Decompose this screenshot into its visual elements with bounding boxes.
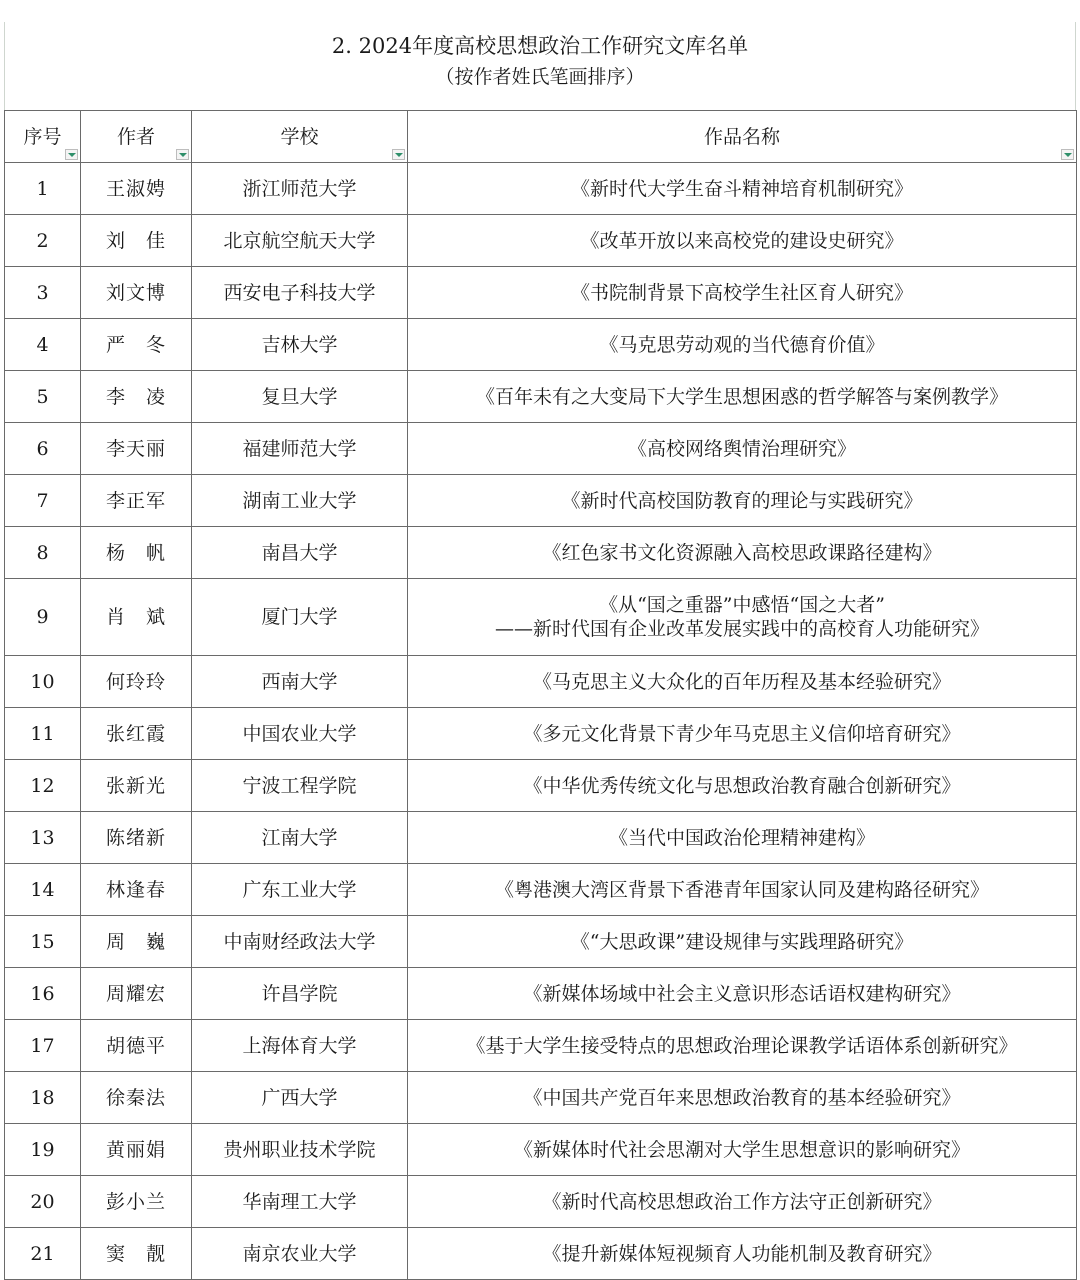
work-title-line: 《马克思劳动观的当代德育价值》	[599, 333, 885, 356]
cell-school: 广西大学	[192, 1072, 408, 1124]
cell-school: 复旦大学	[192, 371, 408, 423]
table-row	[5, 579, 1077, 656]
work-title-line: ——新时代国有企业改革发展实践中的高校育人功能研究》	[494, 618, 989, 640]
list-table	[4, 110, 1077, 1280]
work-title-line: 《基于大学生接受特点的思想政治理论课教学话语体系创新研究》	[466, 1034, 1018, 1057]
cell-author: 何玲玲	[81, 656, 192, 708]
table-row	[5, 656, 1077, 708]
cell-no: 5	[5, 371, 81, 423]
cell-school: 江南大学	[192, 812, 408, 864]
header-author-label: 作者	[116, 125, 155, 148]
header-school-label: 学校	[280, 125, 319, 148]
table-header-row	[5, 111, 1077, 163]
cell-author: 刘文博	[81, 267, 192, 319]
cell-author: 徐秦法	[81, 1072, 192, 1124]
cell-no: 20	[5, 1176, 81, 1228]
table-row	[5, 1176, 1077, 1228]
cell-work	[408, 163, 1077, 215]
cell-school: 浙江师范大学	[192, 163, 408, 215]
filter-dropdown-icon[interactable]	[176, 149, 189, 160]
cell-no: 4	[5, 319, 81, 371]
cell-school: 西安电子科技大学	[192, 267, 408, 319]
cell-no: 12	[5, 760, 81, 812]
cell-school: 中国农业大学	[192, 708, 408, 760]
work-title-line: 《百年未有之大变局下大学生思想困惑的哲学解答与案例教学》	[475, 385, 1008, 408]
cell-work	[408, 319, 1077, 371]
work-title-line: 《马克思主义大众化的百年历程及基本经验研究》	[532, 670, 951, 693]
table-row	[5, 163, 1077, 215]
cell-author: 刘 佳	[81, 215, 192, 267]
cell-no: 21	[5, 1228, 81, 1280]
table-row	[5, 916, 1077, 968]
table-row	[5, 1072, 1077, 1124]
cell-no: 10	[5, 656, 81, 708]
cell-school: 南昌大学	[192, 527, 408, 579]
cell-work	[408, 1020, 1077, 1072]
header-work-label: 作品名称	[703, 125, 780, 148]
cell-author: 李正军	[81, 475, 192, 527]
cell-author: 林逢春	[81, 864, 192, 916]
table-row	[5, 1020, 1077, 1072]
work-title-line: 《从“国之重器”中感悟“国之大者”	[599, 594, 885, 616]
cell-author: 王淑娉	[81, 163, 192, 215]
cell-author: 李天丽	[81, 423, 192, 475]
cell-no: 14	[5, 864, 81, 916]
cell-no: 1	[5, 163, 81, 215]
cell-author: 黄丽娟	[81, 1124, 192, 1176]
filter-dropdown-icon[interactable]	[65, 149, 78, 160]
cell-school: 吉林大学	[192, 319, 408, 371]
cell-no: 19	[5, 1124, 81, 1176]
cell-work	[408, 579, 1077, 656]
work-title-line: 《新时代高校国防教育的理论与实践研究》	[561, 489, 923, 512]
cell-work	[408, 1176, 1077, 1228]
header-no	[5, 111, 81, 163]
work-title-line: 《红色家书文化资源融入高校思政课路径建构》	[542, 541, 942, 564]
work-title-line: 《中华优秀传统文化与思想政治教育融合创新研究》	[523, 774, 961, 797]
cell-school: 上海体育大学	[192, 1020, 408, 1072]
table-row	[5, 1228, 1077, 1280]
work-title-line: 《改革开放以来高校党的建设史研究》	[580, 229, 904, 252]
cell-school: 福建师范大学	[192, 423, 408, 475]
cell-school: 广东工业大学	[192, 864, 408, 916]
table-row	[5, 760, 1077, 812]
cell-no: 9	[5, 579, 81, 656]
cell-no: 8	[5, 527, 81, 579]
cell-no: 2	[5, 215, 81, 267]
cell-school: 宁波工程学院	[192, 760, 408, 812]
cell-school: 南京农业大学	[192, 1228, 408, 1280]
cell-work	[408, 708, 1077, 760]
cell-author: 张红霞	[81, 708, 192, 760]
cell-no: 16	[5, 968, 81, 1020]
header-no-label: 序号	[23, 125, 62, 148]
work-title-line: 《粤港澳大湾区背景下香港青年国家认同及建构路径研究》	[494, 878, 989, 901]
cell-work	[408, 1124, 1077, 1176]
cell-school: 北京航空航天大学	[192, 215, 408, 267]
header-school	[192, 111, 408, 163]
cell-school: 湖南工业大学	[192, 475, 408, 527]
cell-no: 15	[5, 916, 81, 968]
table-row	[5, 475, 1077, 527]
filter-dropdown-icon[interactable]	[1061, 149, 1074, 160]
table-row	[5, 812, 1077, 864]
cell-author: 肖 斌	[81, 579, 192, 656]
table-row	[5, 968, 1077, 1020]
work-title-line: 《中国共产党百年来思想政治教育的基本经验研究》	[523, 1086, 961, 1109]
cell-work	[408, 423, 1077, 475]
work-title-line: 《新媒体时代社会思潮对大学生思想意识的影响研究》	[513, 1138, 970, 1161]
cell-work	[408, 864, 1077, 916]
document-title-block	[4, 22, 1076, 110]
cell-author: 彭小兰	[81, 1176, 192, 1228]
work-title-line: 《多元文化背景下青少年马克思主义信仰培育研究》	[523, 722, 961, 745]
cell-no: 13	[5, 812, 81, 864]
cell-school: 中南财经政法大学	[192, 916, 408, 968]
table-row	[5, 708, 1077, 760]
cell-school: 许昌学院	[192, 968, 408, 1020]
document-title: 2. 2024年度高校思想政治工作研究文库名单	[331, 34, 749, 58]
cell-author: 李 凌	[81, 371, 192, 423]
cell-no: 17	[5, 1020, 81, 1072]
cell-no: 7	[5, 475, 81, 527]
cell-work	[408, 527, 1077, 579]
table-body	[5, 163, 1077, 1280]
table-row	[5, 423, 1077, 475]
cell-author: 胡德平	[81, 1020, 192, 1072]
cell-author: 窦 靓	[81, 1228, 192, 1280]
cell-work	[408, 371, 1077, 423]
work-title-line: 《新时代高校思想政治工作方法守正创新研究》	[542, 1190, 942, 1213]
cell-school: 贵州职业技术学院	[192, 1124, 408, 1176]
cell-author: 严 冬	[81, 319, 192, 371]
cell-school: 厦门大学	[192, 579, 408, 656]
work-title-line: 《书院制背景下高校学生社区育人研究》	[570, 281, 913, 304]
header-work	[408, 111, 1077, 163]
cell-author: 陈绪新	[81, 812, 192, 864]
cell-school: 华南理工大学	[192, 1176, 408, 1228]
cell-work	[408, 475, 1077, 527]
cell-no: 3	[5, 267, 81, 319]
cell-work	[408, 760, 1077, 812]
cell-no: 6	[5, 423, 81, 475]
cell-author: 周 巍	[81, 916, 192, 968]
cell-school: 西南大学	[192, 656, 408, 708]
cell-work	[408, 1072, 1077, 1124]
cell-work	[408, 1228, 1077, 1280]
table-row	[5, 527, 1077, 579]
table-row	[5, 864, 1077, 916]
cell-author: 张新光	[81, 760, 192, 812]
cell-author: 杨 帆	[81, 527, 192, 579]
table-row	[5, 371, 1077, 423]
cell-work	[408, 968, 1077, 1020]
cell-work	[408, 215, 1077, 267]
table-row	[5, 1124, 1077, 1176]
document-subtitle: （按作者姓氏笔画排序）	[435, 66, 645, 88]
work-title-line: 《当代中国政治伦理精神建构》	[608, 826, 875, 849]
cell-no: 11	[5, 708, 81, 760]
header-author	[81, 111, 192, 163]
cell-work	[408, 267, 1077, 319]
work-title-line: 《“大思政课”建设规律与实践理路研究》	[570, 930, 914, 953]
cell-work	[408, 916, 1077, 968]
work-title-line: 《高校网络舆情治理研究》	[627, 437, 856, 460]
work-title-line: 《提升新媒体短视频育人功能机制及教育研究》	[542, 1242, 942, 1265]
table-row	[5, 319, 1077, 371]
table-row	[5, 267, 1077, 319]
cell-work	[408, 812, 1077, 864]
filter-dropdown-icon[interactable]	[392, 149, 405, 160]
cell-work	[408, 656, 1077, 708]
cell-no: 18	[5, 1072, 81, 1124]
cell-author: 周耀宏	[81, 968, 192, 1020]
work-title-line: 《新时代大学生奋斗精神培育机制研究》	[570, 177, 913, 200]
work-title-line: 《新媒体场域中社会主义意识形态话语权建构研究》	[523, 982, 961, 1005]
table-row	[5, 215, 1077, 267]
